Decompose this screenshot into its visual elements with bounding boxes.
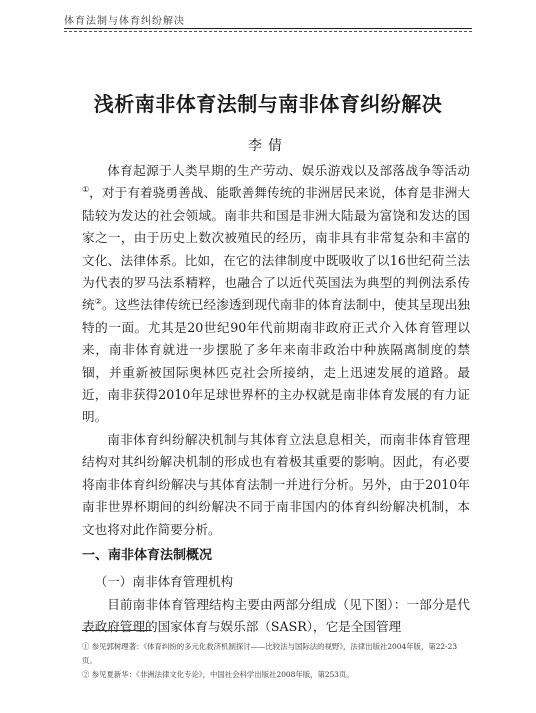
- footnote-rule: [82, 630, 152, 631]
- header-rule: [64, 28, 472, 29]
- paragraph-1-text-a: 体育起源于人类早期的生产劳动、娱乐游戏以及部落战争等活动: [107, 163, 470, 178]
- article-body: [82, 160, 470, 639]
- footnotes: [82, 640, 470, 682]
- running-head: 体育法制与体育纠纷解决: [64, 16, 185, 27]
- footnote-1: ① 参见郭树理著：《体育纠纷的多元化救济机制探讨——比较法与国际法的视野》，法律出版社2004年版，第22-23页。: [82, 642, 458, 665]
- subsection-heading-1: （一）南非体育管理机构: [94, 574, 234, 590]
- article-author: 李倩: [248, 138, 288, 154]
- paragraph-1-text-c: 。这些法律传统已经渗透到现代南非的体育法制中，使其呈现出独特的一面。尤其是20世纪90年代前期南非政府正式介入体育管理以来，南非体育就进一步摆脱了多年来南非政治中种族隔离制度的禁锢，并重新被国际奥林匹克社会所接纳，走上迅速发展的道路。最近，南非获得2010年足球世界杯的主办权就是南非体育发展的有力证明。: [82, 297, 471, 425]
- article-title: 浅析南非体育法制与南非体育纠纷解决: [93, 92, 443, 116]
- header-rule-dashed: [64, 31, 472, 32]
- footnote-ref-2[interactable]: ②: [94, 297, 102, 307]
- section-heading-1: 一、南非体育法制概况: [82, 547, 213, 563]
- footnote-2: ② 参见夏新华：《非洲法律文化专论》，中国社会科学出版社2008年版，第253页。: [82, 670, 354, 679]
- footnote-ref-1[interactable]: ①: [82, 185, 90, 195]
- paragraph-1-text-b: ，对于有着骁勇善战、能歌善舞传统的非洲居民来说，体育是非洲大陆较为发达的社会领域。南非共和国是非洲大陆最为富饶和发达的国家之一，由于历史上数次被殖民的经历，南非具有非常复杂和丰富的文化、法律体系。比如，在它的法律制度中既吸收了以16世纪荷兰法为代表的罗马法系精粹，也融合了以近代英国法为典型的判例法系传统: [82, 185, 471, 313]
- paragraph-3: 目前南非体育管理结构主要由两部分组成（见下图）：一部分是代表政府管理的国家体育与娱乐部（SASR），它是全国管理: [82, 596, 470, 635]
- paragraph-1: [82, 160, 470, 429]
- paragraph-2: 南非体育纠纷解决机制与其体育立法息息相关，而南非体育管理结构对其纠纷解决机制的形成也有着极其重要的影响。因此，有必要将南非体育纠纷解决与其体育法制一并进行分析。另外，由于2010年南非世界杯期间的纠纷解决不同于南非国内的体育纠纷解决机制，本文也将对此作简要分析。: [82, 431, 470, 537]
